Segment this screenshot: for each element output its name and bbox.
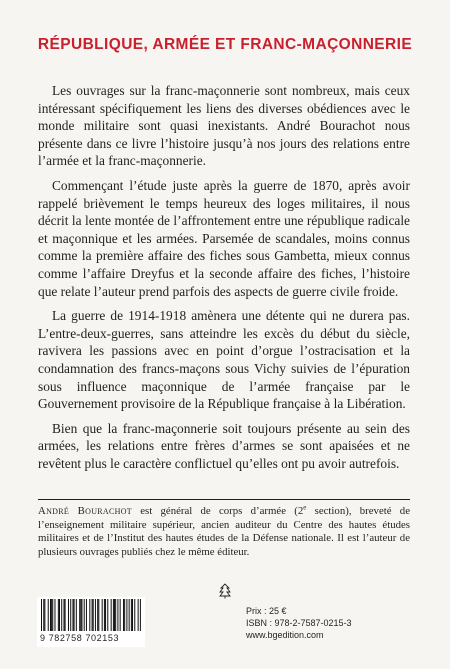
barcode-bars	[37, 597, 145, 633]
summary-paragraph: Commençant l’étude juste après la guerre de 1870, après avoir rappelé brièvement le temps heureux des loges militaires, il nous décrit la lente montée de l’affrontement entre une république radicale et maçonnique et les armées. Parsemée de scandales, moins connus comme la première affaire des fiches sous Gambetta, mieux connus comme l’affaire Dreyfus et la seconde affaire des fiches, l’histoire que relate l’auteur prend parfois des aspects de guerre civile froide.	[38, 177, 410, 299]
summary-paragraph: La guerre de 1914-1918 amènera une détente qui ne durera pas. L’entre-deux-guerres, sans atteindre les excès du début du siècle, ravivera les passions avec en point d’orgue l’ostracisation et la condamnation des francs-maçons sous Vichy suivies de l’épuration sous influence maçonnique de l’armée française par le Gouvernement provisoire de la République française à la Libération.	[38, 308, 410, 412]
author-bio-superscript: e	[303, 503, 307, 512]
author-bio-text: est général de corps d’armée (2	[131, 505, 304, 517]
back-cover-summary	[38, 82, 410, 479]
summary-paragraph: Bien que la franc-maçonnerie soit toujours présente au sein des armées, les relations entre frères d’armes se sont apaisées et ne revêtent plus le caractère conflictuel qu’elles ont pu avoir autrefois.	[38, 420, 410, 471]
summary-paragraph: Les ouvrages sur la franc-maçonnerie sont nombreux, mais ceux intéressant spécifiquement les liens des diverses obédiences avec le monde militaire sont quasi inexistants. André Bourachot nous présente dans ce livre l’histoire jusqu’à nos jours des relations entre l’armée et la franc-maçonnerie.	[38, 83, 410, 169]
publisher-website: www.bgedition.com	[246, 630, 324, 640]
author-name: André Bourachot	[38, 505, 132, 517]
barcode-number: 9 782758 702153	[40, 633, 120, 643]
book-title: RÉPUBLIQUE, ARMÉE ET FRANC-MAÇONNERIE	[37, 36, 413, 53]
divider-line	[38, 499, 410, 500]
author-bio	[38, 505, 410, 559]
isbn-label: ISBN : 978-2-7587-0215-3	[246, 618, 352, 628]
author-bio-text: section), breveté de l’enseignement militaire supérieur, ancien auditeur du Centre des hautes études militaires et de l’Institut des hautes études de la Défense nationale. Il est l’auteur de plusieurs ouvrages publiés chez le même éditeur.	[38, 505, 410, 558]
book-info	[246, 605, 352, 641]
price-label: Prix : 25 €	[246, 606, 287, 616]
publisher-logo-icon	[218, 583, 232, 599]
